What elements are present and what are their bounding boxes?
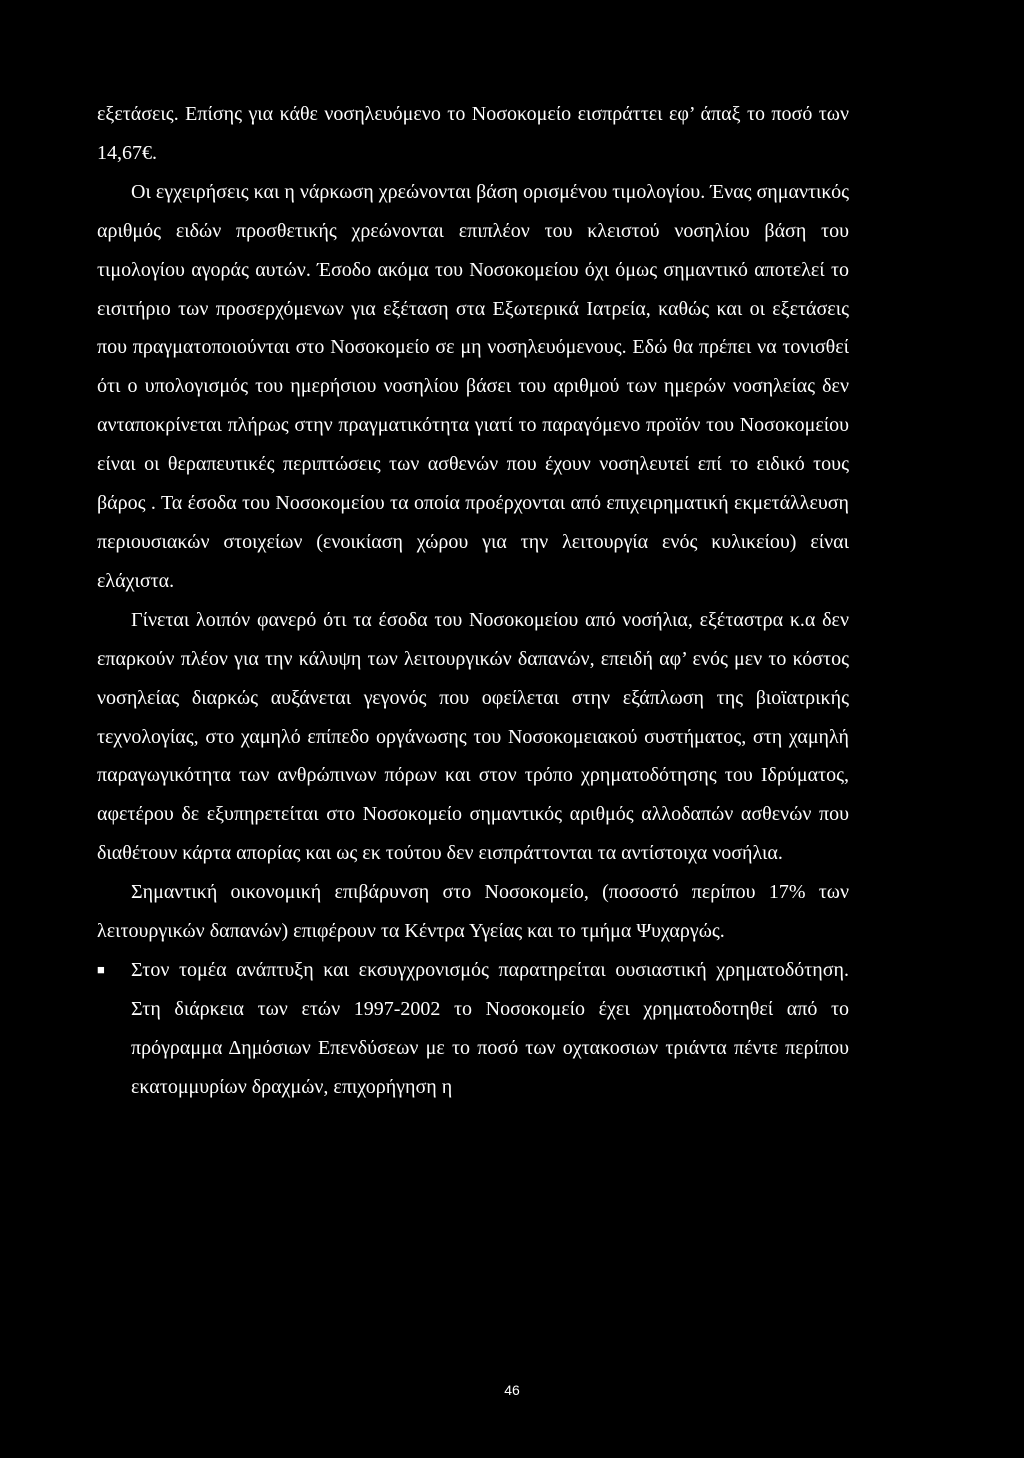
paragraph-2: Οι εγχειρήσεις και η νάρκωση χρεώνονται βάση ορισμένου τιμολογίου. Ένας σημαντικός αριθμός ειδών προσθετικής χρεώνονται επιπλέον του κλειστού νοσηλίου βάση του τιμολογίου αγοράς αυτών. Έσοδο ακόμα του Νοσοκομείου όχι όμως σημαντικό αποτελεί το εισιτήριο των προσερχόμενων για εξέταση στα Εξωτερικά Ιατρεία, καθώς και οι εξετάσεις που πραγματοποιούνται στο Νοσοκομείο σε μη νοσηλευόμενους. Εδώ θα πρέπει να τονισθεί ότι ο υπολογισμός του ημερήσιου νοσηλίου βάσει του αριθμού των ημερών νοσηλείας δεν ανταποκρίνεται πλήρως στην πραγματικότητα γιατί το παραγόμενο προϊόν του Νοσοκομείου είναι οι θεραπευτικές περιπτώσεις των ασθενών που έχουν νοσηλευτεί επί το ειδικό τους βάρος . Τα έσοδα του Νοσοκομείου τα οποία προέρχονται από επιχειρηματική εκμετάλλευση περιουσιακών στοιχείων (ενοικίαση χώρου για την λειτουργία ενός κυλικείου) είναι ελάχιστα. — [97, 180, 849, 592]
bullet-marker-icon: ■ — [97, 961, 105, 977]
bullet-text: Στον τομέα ανάπτυξη και εκσυγχρονισμός παρατηρείται ουσιαστική χρηματοδότηση. Στη διάρκεια των ετών 1997-2002 το Νοσοκομείο έχει χρηματοδοτηθεί από το πρόγραμμα Δημόσιων Επενδύσεων με το ποσό των οχτακοσιων τριάντα πέντε περίπου εκατομμυρίων δραχμών, επιχορήγηση η — [131, 958, 849, 1098]
paragraph-4: Σημαντική οικονομική επιβάρυνση στο Νοσοκομείο, (ποσοστό περίπου 17% των λειτουργικών δαπανών) επιφέρουν τα Κέντρα Υγείας και το τμήμα Ψυχαργώς. — [97, 881, 849, 943]
paragraph-3: Γίνεται λοιπόν φανερό ότι τα έσοδα του Νοσοκομείου από νοσήλια, εξέταστρα κ.α δεν επαρκούν πλέον για την κάλυψη των λειτουργικών δαπανών, επειδή αφ’ ενός μεν το κόστος νοσηλείας διαρκώς αυξάνεται γεγονός που οφείλεται στην εξάπλωση της βιοϊατρικής τεχνολογίας, στο χαμηλό επίπεδο οργάνωσης του Νοσοκομειακού συστήματος, στη χαμηλή παραγωγικότητα των ανθρώπινων πόρων και στον τρόπο χρηματοδότησης του Ιδρύματος, αφετέρου δε εξυπηρετείται στο Νοσοκομείο σημαντικός αριθμός αλλοδαπών ασθενών που διαθέτουν κάρτα απορίας και ως εκ τούτου δεν εισπράττονται τα αντίστοιχα νοσήλια. — [97, 608, 849, 865]
bullet-item — [97, 951, 849, 1107]
page-number: 46 — [504, 1382, 520, 1398]
document-page — [97, 95, 849, 1107]
paragraph-1: εξετάσεις. Επίσης για κάθε νοσηλευόμενο το Νοσοκομείο εισπράττει εφ’ άπαξ το ποσό των 14,67€. — [97, 103, 849, 164]
